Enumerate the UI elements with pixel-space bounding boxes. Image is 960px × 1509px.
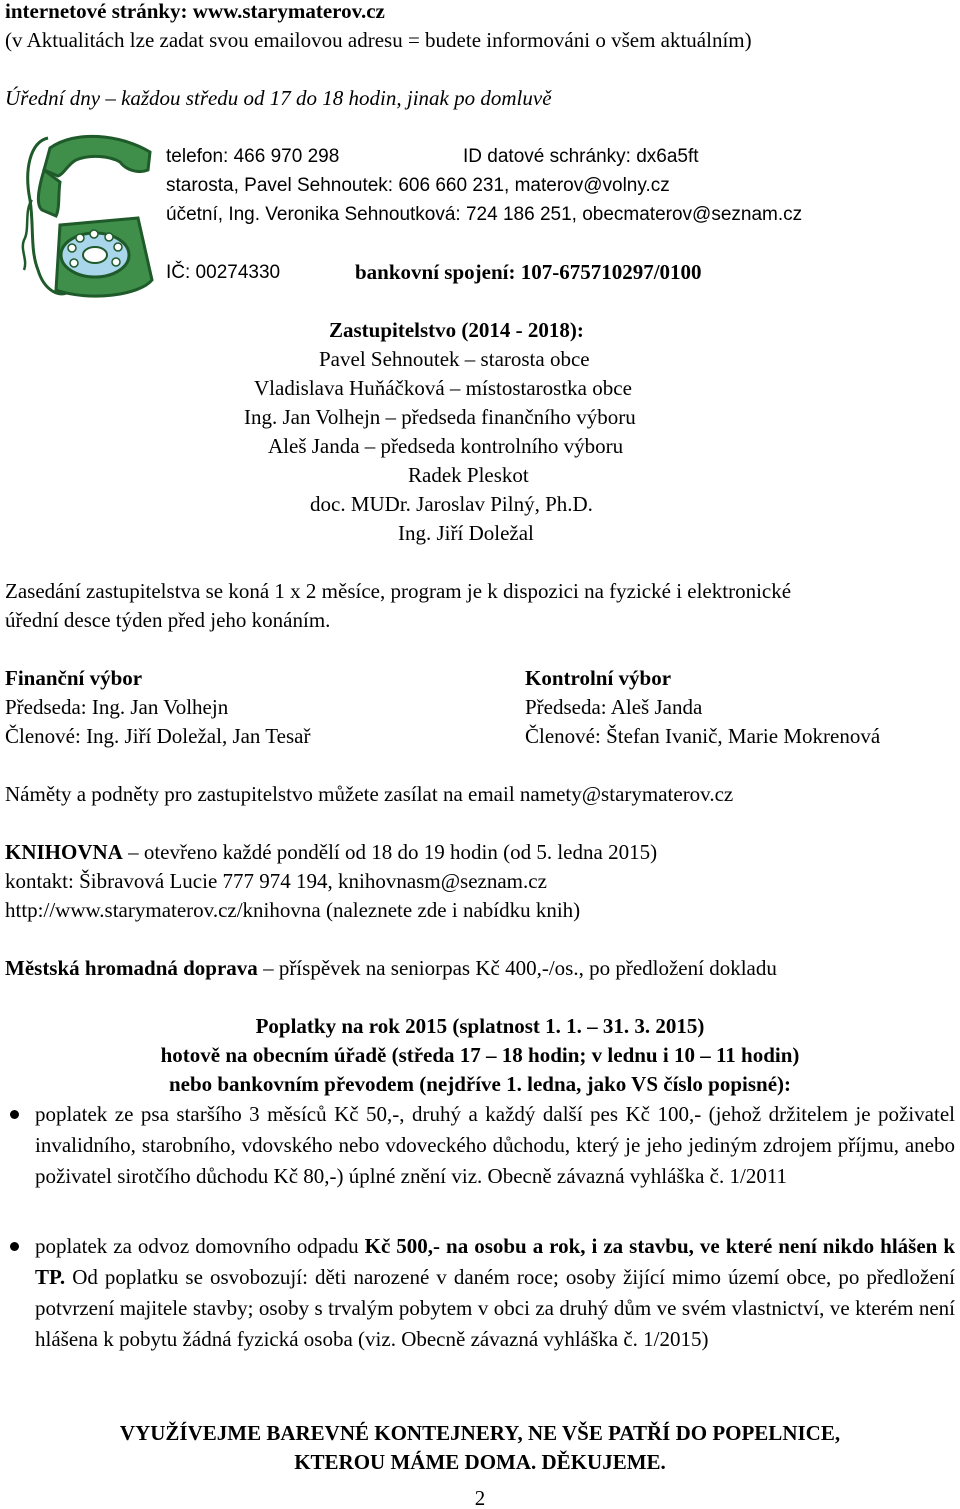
meetings-line: úřední desce týden před jeho konáním. bbox=[5, 608, 331, 632]
containers-notice: KTEROU MÁME DOMA. DĚKUJEME. bbox=[294, 1450, 666, 1474]
library-open: – otevřeno každé pondělí od 18 do 19 hodin (od 5. ledna 2015) bbox=[122, 840, 658, 864]
fees-payment-bank: nebo bankovním převodem (nejdříve 1. ledna, jako VS číslo popisné): bbox=[168, 1072, 792, 1096]
waste-fee-start: poplatek za odvoz domovního odpadu bbox=[35, 1234, 365, 1258]
library-hours bbox=[5, 838, 657, 867]
library-url: http://www.starymaterov.cz/knihovna (naleznete zde i nabídku knih) bbox=[5, 898, 581, 922]
website-heading: internetové stránky: www.starymaterov.cz bbox=[5, 0, 385, 23]
accountant-contact: účetní, Ing. Veronika Sehnoutková: 724 186 251, obecmaterov@seznam.cz bbox=[166, 204, 803, 225]
library-contact: kontakt: Šibravová Lucie 777 974 194, knihovnasm@seznam.cz bbox=[5, 869, 547, 893]
control-committee-chair: Předseda: Aleš Janda bbox=[525, 695, 703, 719]
suggestions-line: Náměty a podněty pro zastupitelstvo můžete zasílat na email namety@starymaterov.cz bbox=[5, 782, 734, 806]
telephone-icon bbox=[20, 130, 160, 315]
finance-committee-members: Členové: Ing. Jiří Doležal, Jan Tesař bbox=[5, 724, 311, 748]
library-name: KNIHOVNA bbox=[5, 840, 123, 864]
fees-title: Poplatky na rok 2015 (splatnost 1. 1. – 31. 3. 2015) bbox=[255, 1014, 705, 1038]
bullet-icon bbox=[10, 1110, 19, 1119]
dog-fee-item: poplatek ze psa staršího 3 měsíců Kč 50,-, druhý a každý další pes Kč 100,- (jehož držitelem je poživatel invalidního, starobního, vdovského nebo vdoveckého důchodu, který je jeho jediným zdrojem příjmu, anebo poživatel sirotčího důchodu Kč 80,-) úplné znění viz. Obecně závazná vyhláška č. 1/2011 bbox=[35, 1102, 955, 1188]
fees-payment-office: hotově na obecním úřadě (středa 17 – 18 hodin; v lednu i 10 – 11 hodin) bbox=[160, 1043, 800, 1067]
website-note: (v Aktualitách lze zadat svou emailovou adresu = budete informováni o všem aktuálním) bbox=[5, 28, 752, 52]
phone-number: telefon: 466 970 298 bbox=[166, 146, 340, 167]
containers-notice: VYUŽÍVEJME BAREVNÉ KONTEJNERY, NE VŠE PATŘÍ DO POPELNICE, bbox=[119, 1421, 841, 1445]
mayor-contact: starosta, Pavel Sehnoutek: 606 660 231, materov@volny.cz bbox=[166, 175, 670, 196]
transport-name: Městská hromadná doprava bbox=[5, 956, 258, 980]
meetings-line: Zasedání zastupitelstva se koná 1 x 2 měsíce, program je k dispozici na fyzické i elektronické bbox=[5, 579, 792, 603]
finance-committee-title: Finanční výbor bbox=[5, 666, 143, 690]
office-hours: Úřední dny – každou středu od 17 do 18 hodin, jinak po domluvě bbox=[5, 86, 552, 110]
control-committee-title: Kontrolní výbor bbox=[525, 666, 672, 690]
waste-fee-item bbox=[35, 1231, 955, 1355]
council-member: Ing. Jan Volhejn – předseda finančního výboru bbox=[244, 405, 636, 429]
waste-fee-amount: Kč 500,- na osobu a rok, i za stavbu, ve které není nikdo hlášen k TP. bbox=[35, 1234, 955, 1289]
council-member: Vladislava Huňáčková – místostarostka obce bbox=[254, 376, 632, 400]
council-member: Radek Pleskot bbox=[408, 463, 529, 487]
bank-account: bankovní spojení: 107-675710297/0100 bbox=[355, 260, 702, 284]
transport-line bbox=[5, 954, 777, 983]
council-member: Ing. Jiří Doležal bbox=[398, 521, 534, 545]
transport-text: – příspěvek na seniorpas Kč 400,-/os., po předložení dokladu bbox=[257, 956, 777, 980]
data-box-id: ID datové schránky: dx6a5ft bbox=[463, 146, 699, 167]
bullet-icon bbox=[10, 1242, 19, 1251]
council-member: doc. MUDr. Jaroslav Pilný, Ph.D. bbox=[310, 492, 593, 516]
page-number: 2 bbox=[474, 1486, 486, 1509]
council-member: Pavel Sehnoutek – starosta obce bbox=[319, 347, 590, 371]
finance-committee-chair: Předseda: Ing. Jan Volhejn bbox=[5, 695, 229, 719]
council-title: Zastupitelstvo (2014 - 2018): bbox=[329, 318, 584, 342]
council-member: Aleš Janda – předseda kontrolního výboru bbox=[268, 434, 624, 458]
ic-number: IČ: 00274330 bbox=[166, 262, 281, 283]
waste-fee-rest: Od poplatku se osvobozují: děti narozené v daném roce; osoby žijící mimo území obce, po předložení potvrzení majitele stavby; osoby s trvalým pobytem v obci za druhý dům ve svém vlastnictví, ve kterém není hlášena k pobytu žádná fyzická osoba (viz. Obecně závazná vyhláška č. 1/2015) bbox=[35, 1265, 955, 1351]
control-committee-members: Členové: Štefan Ivanič, Marie Mokrenová bbox=[525, 724, 881, 748]
